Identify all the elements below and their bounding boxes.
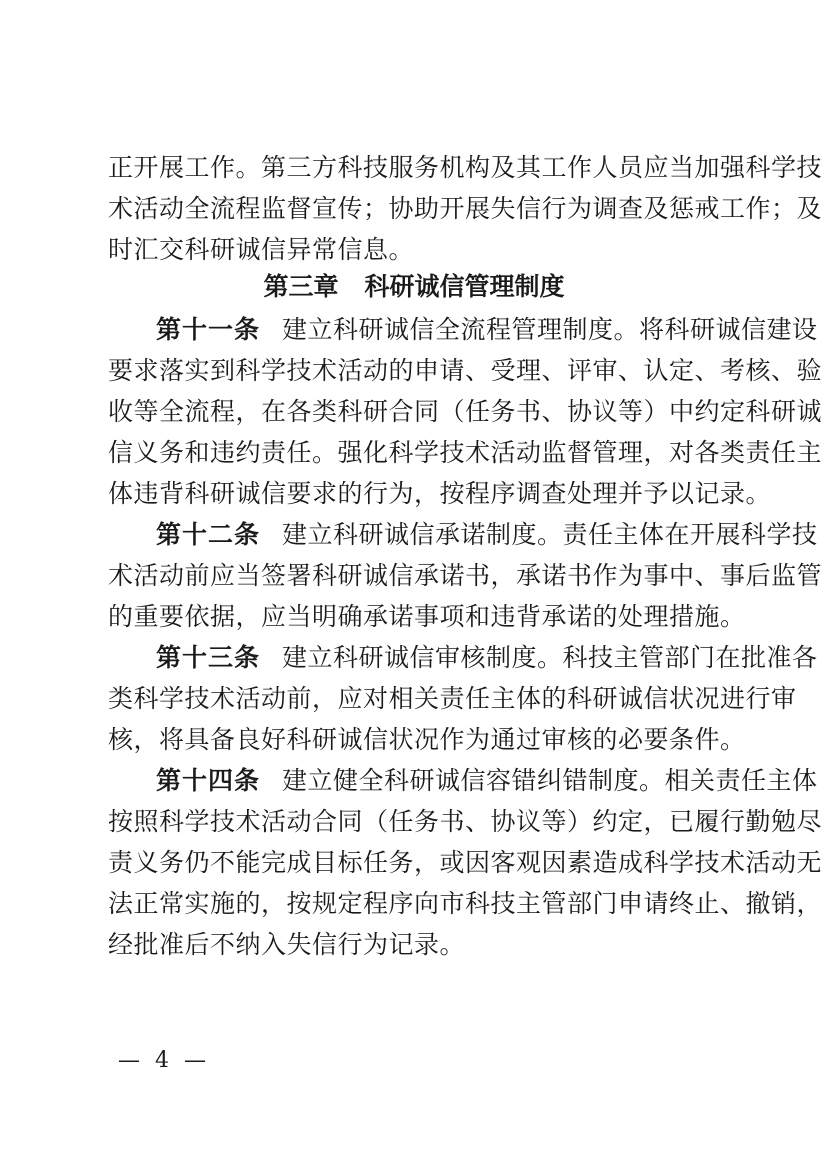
continuation-line: 正开展工作。第三方科技服务机构及其工作人员应当加强科学技 bbox=[108, 153, 823, 182]
article-first-line bbox=[156, 761, 818, 801]
article-first-line bbox=[156, 638, 818, 678]
article-line: 经批准后不纳入失信行为记录。 bbox=[108, 930, 466, 959]
article-label: 第十二条 bbox=[156, 520, 261, 549]
article-first-line bbox=[156, 515, 818, 555]
article-line: 类科学技术活动前，应对相关责任主体的科研诚信状况进行审 bbox=[108, 684, 797, 713]
page-number: — 4 — bbox=[118, 1048, 210, 1073]
article-line: 信义务和违约责任。强化科学技术活动监督管理，对各类责任主 bbox=[108, 438, 823, 467]
chapter-title: 科研诚信管理制度 bbox=[364, 272, 565, 301]
article-line: 按照科学技术活动合同（任务书、协议等）约定，已履行勤勉尽 bbox=[108, 807, 823, 836]
article-line: 责义务仍不能完成目标任务，或因客观因素造成科学技术活动无 bbox=[108, 848, 823, 877]
article-label: 第十三条 bbox=[156, 643, 261, 672]
article-text: 建立科研诚信审核制度。科技主管部门在批准各 bbox=[282, 643, 818, 672]
chapter-number: 第三章 bbox=[263, 272, 339, 301]
article-text: 建立科研诚信承诺制度。责任主体在开展科学技 bbox=[282, 520, 818, 549]
continuation-line: 术活动全流程监督宣传；协助开展失信行为调查及惩戒工作；及 bbox=[108, 194, 823, 223]
article-text: 建立科研诚信全流程管理制度。将科研诚信建设 bbox=[282, 315, 818, 344]
article-line: 术活动前应当签署科研诚信承诺书，承诺书作为事中、事后监管 bbox=[108, 561, 823, 590]
article-label: 第十四条 bbox=[156, 766, 261, 795]
chapter-heading bbox=[108, 265, 720, 309]
article-line: 法正常实施的，按规定程序向市科技主管部门申请终止、撤销， bbox=[108, 889, 823, 918]
article-line: 的重要依据，应当明确承诺事项和违背承诺的处理措施。 bbox=[108, 602, 746, 631]
article-label: 第十一条 bbox=[156, 315, 261, 344]
article-line: 收等全流程，在各类科研合同（任务书、协议等）中约定科研诚 bbox=[108, 397, 823, 426]
article-line: 要求落实到科学技术活动的申请、受理、评审、认定、考核、验 bbox=[108, 356, 823, 385]
article-text: 建立健全科研诚信容错纠错制度。相关责任主体 bbox=[282, 766, 818, 795]
article-line: 体违背科研诚信要求的行为，按程序调查处理并予以记录。 bbox=[108, 479, 772, 508]
article-line: 核，将具备良好科研诚信状况作为通过审核的必要条件。 bbox=[108, 725, 746, 754]
article-first-line bbox=[156, 310, 818, 350]
continuation-line: 时汇交科研诚信异常信息。 bbox=[108, 235, 415, 264]
